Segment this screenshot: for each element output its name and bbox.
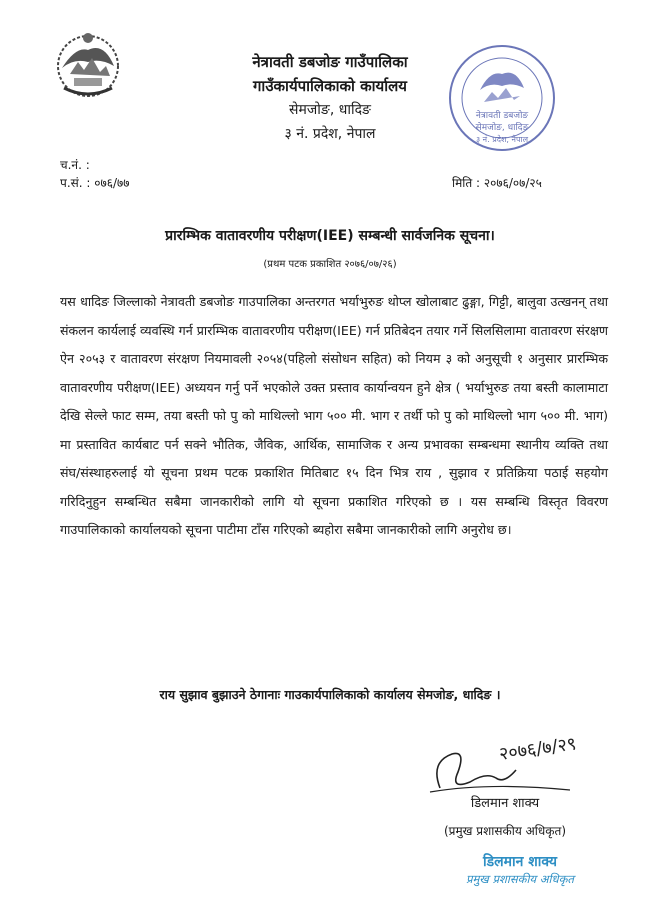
svg-text:सेमजोङ, धादिङ: सेमजोङ, धादिङ [475,123,529,133]
nepal-emblem-logo [48,28,128,102]
office-address: सेमजोङ, धादिङ [289,102,371,118]
signatory-name: डिलमान शाक्य [470,796,540,811]
feedback-address: राय सुझाव बुझाउने ठेगानाः गाउकार्यपालिकाको कार्यालय सेमजोङ, धादिङ । [159,687,501,702]
notice-body-text: यस धादिङ जिल्लाको नेत्रावती डबजोङ गाउपालिका अन्तरगत भर्याभुरुङ थोप्ल खोलाबाट ढुङ्गा, गिट्टी, बालुवा उत्खनन् तथा संकलन कार्यलाई व्यवस्थि गर्न प्रारम्भिक वातावरणीय परीक्षण(IEE) गर्न प्रतिबेदन तयार गर्ने सिलसिलामा वातावरण संरक्षण ऐन २०५३ र वातावरण संरक्षण नियमावली २०५४(पहिलो संसोधन सहित) को नियम ३ को अनुसूची १ अनुसार प्रारम्भिक वातावरणीय परीक्षण(IEE) अध्ययन गर्नु पर्ने भएकोले उक्त प्रस्ताव कार्यान्वयन हुने क्षेत्र ( भर्याभुरुङ तया बस्ती कालामाटा देखि सेल्ले फाट सम्म, तया बस्ती फो पु को माथिल्लो भाग ५०० मी. भाग र तर्थी फो पु को माथिल्लो भाग ५०० मी. भाग) मा प्रस्तावित कार्यबाट पर्न सक्ने भौतिक, जैविक, आर्थिक, सामाजिक र अन्य प्रभावका सम्बन्धमा स्थानीय व्यक्ति तथा संघ/संस्थाहरुलाई यो सूचना प्रथम पटक प्रकाशित मितिबाट १५ दिन भित्र राय , सुझाव र प्रतिक्रिया पठाई सहयोग गरिदिनुहुन सम्बन्धित सबैमा जानकारीको लागि यो सूचना प्रकाशित गरिएको छ । यस सम्बन्धि विस्तृत विवरण गाउपालिकाको कार्यालयको सूचना पाटीमा टाँस गरिएको ब्यहोरा सबैमा जानकारीको लागि अनुरोध छ। [60,294,608,537]
svg-text:नेत्रावती डबजोङ: नेत्रावती डबजोङ [475,111,529,121]
svg-text:३ नं. प्रदेश, नेपाल: ३ नं. प्रदेश, नेपाल [475,135,529,144]
role-stamp: प्रमुख प्रशासकीय अधिकृत [466,872,574,886]
office-subtitle: गाउँकार्यपालिकाको कार्यालय [252,77,407,95]
office-seal-stamp [444,38,560,158]
notice-subtitle: (प्रथम पटक प्रकाशित २०७६/०७/२६) [263,259,397,270]
notice-body [60,288,608,545]
notice-title: प्रारम्भिक वातावरणीय परीक्षण(IEE) सम्बन्धी सार्वजनिक सूचना। [165,228,495,244]
letter-cha-na: च.नं. : [60,158,90,172]
office-name: नेत्रावती डबजोङ गाउँपालिका [252,53,408,71]
letter-date: मिति : २०७६/०७/२५ [452,176,542,190]
office-province: ३ नं. प्रदेश, नेपाल [284,126,376,142]
signatory-role: (प्रमुख प्रशासकीय अधिकृत) [443,824,567,838]
letter-pa-sa: प.सं. : ०७६/७७ [60,176,130,190]
handwritten-signature [400,732,610,802]
name-stamp: डिलमान शाक्य [482,854,557,870]
signature-date: २०७६/७/२९ [497,733,578,765]
